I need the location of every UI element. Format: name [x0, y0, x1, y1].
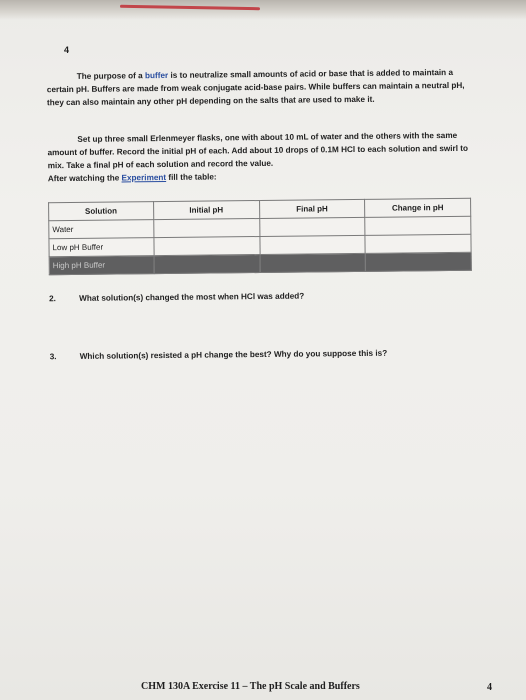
header-initial-ph: Initial pH: [153, 201, 259, 220]
intro-paragraph: [47, 66, 477, 110]
question-3-text: Which solution(s) resisted a pH change the best? Why do you suppose this is?: [79, 348, 388, 361]
cell-high-final[interactable]: [260, 253, 366, 272]
header-final-ph: Final pH: [259, 199, 365, 218]
question-2: [49, 292, 304, 304]
question-3-number: 3.: [49, 352, 57, 362]
results-table: [48, 198, 472, 275]
cell-water-change[interactable]: [365, 216, 471, 235]
question-2-text: What solution(s) changed the most when HCl was added?: [79, 291, 305, 303]
cell-water-initial[interactable]: [154, 219, 260, 238]
watch-text-start: After watching the: [47, 173, 122, 184]
cell-low-initial[interactable]: [154, 237, 260, 256]
intro-text-start: The purpose of a: [76, 71, 146, 81]
table-row: [49, 252, 471, 274]
intro-text-rest: is to neutralize small amounts of acid or base that is added to maintain a certain pH. Buffers are made from weak conjugate acid-base pairs. While buffers can maintain a neutral pH, they can also maintain any other pH depending on the salts that are used to make it.: [46, 67, 465, 108]
page-number-top: 4: [64, 45, 70, 55]
page-footer: CHM 130A Exercise 11 – The pH Scale and Buffers: [141, 681, 360, 692]
experiment-link[interactable]: Experiment: [121, 172, 167, 183]
row-label-water: Water: [49, 220, 154, 239]
row-label-low-buffer: Low pH Buffer: [49, 238, 154, 257]
cell-water-final[interactable]: [259, 217, 365, 236]
header-solution: Solution: [49, 202, 154, 221]
header-change-ph: Change in pH: [365, 198, 471, 217]
question-2-number: 2.: [49, 294, 56, 304]
buffer-keyword: buffer: [144, 70, 169, 81]
watch-text-end: fill the table:: [166, 172, 217, 182]
cell-low-change[interactable]: [365, 234, 471, 253]
instructions-text: Set up three small Erlenmeyer flasks, one with about 10 mL of water and the others with the same amount of buffer. Record the initial pH of each. Add about 10 drops of 0.1M HCl to each solution and swirl to mix. Take a final pH of each solution and record the value.: [47, 130, 469, 171]
cell-high-change[interactable]: [365, 252, 471, 271]
cell-low-final[interactable]: [259, 235, 365, 254]
instructions-paragraph: [47, 129, 478, 186]
row-label-high-buffer: High pH Buffer: [49, 256, 154, 275]
page-number-bottom: 4: [487, 682, 492, 693]
cell-high-initial[interactable]: [154, 255, 260, 274]
question-3: [50, 349, 388, 362]
